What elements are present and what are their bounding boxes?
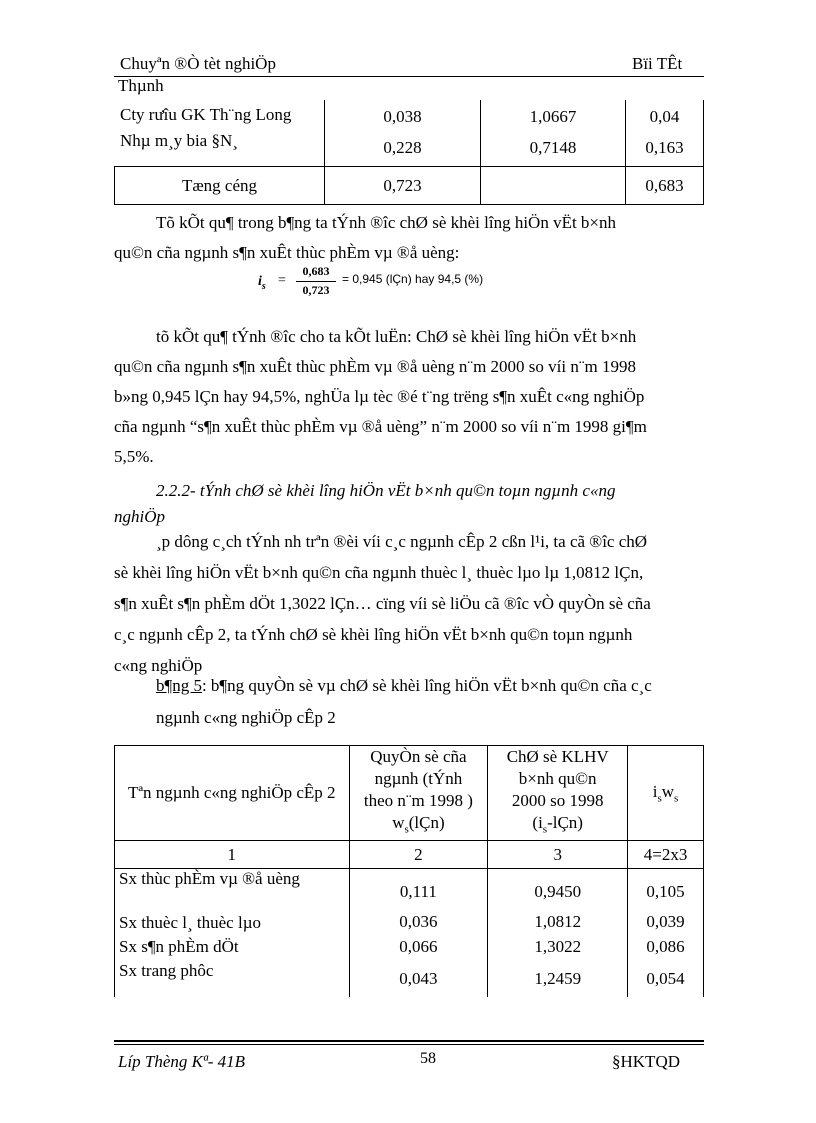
paragraph-2 xyxy=(114,322,720,472)
header-right: Bïi TÊt xyxy=(632,54,683,73)
table1-total-name: Tæng céng xyxy=(181,176,258,195)
paragraph-3-line-5: c«ng nghiÖp xyxy=(114,656,203,675)
table2-num-3: 3 xyxy=(488,841,628,869)
table2-header-weight-line-3: theo n¨m 1998 ) xyxy=(363,791,473,810)
table2-row2-w: 0,036 xyxy=(349,903,488,933)
paragraph-2-line-3: b»ng 0,945 lÇn hay 94,5%, nghÜa lµ tèc ®é t¨ng trëng s¶n xuÊt c«ng nghiÖp xyxy=(114,387,645,406)
table2-row2-i: 1,0812 xyxy=(488,903,628,933)
formula-numerator: 0,683 xyxy=(302,264,330,278)
table1-carry-line: Thµnh xyxy=(118,76,164,95)
table2-header-weight-line-4: $w_s(lÇn)$ xyxy=(392,813,445,836)
table2-header-name: Tªn ngµnh c«ng nghiÖp cÊp 2 xyxy=(115,746,350,841)
table2-header-index xyxy=(488,746,628,841)
table-caption-label: b¶ng 5 xyxy=(156,676,202,695)
formula-denominator: 0,723 xyxy=(302,283,330,297)
table2-header-weight-line-2: ngµnh (tÝnh xyxy=(374,769,463,788)
footer-rule-thin xyxy=(114,1044,704,1045)
paragraph-3-line-4: c¸c ngµnh cÊp 2, ta tÝnh chØ sè khèi lîng hiÖn vËt b×nh qu©n toµn ngµnh xyxy=(114,625,633,644)
table2-row2-name: Sx thuèc l¸ thuèc lµo xyxy=(115,903,350,933)
table2-row3-iw: 0,086 xyxy=(628,933,704,961)
table1-row1-col4: 0,04 xyxy=(649,107,680,126)
paragraph-3-line-2: sè khèi lîng hiÖn vËt b×nh qu©n cña ngµnh thuèc l¸ thuèc lµo lµ 1,0812 lÇn, xyxy=(114,563,644,582)
formula-variable: $i_s$ xyxy=(258,274,266,292)
table2-header-product: $i_sw_s$ xyxy=(628,746,704,841)
footer-right: §HKTQD xyxy=(612,1052,680,1071)
table2-header-index-line-4: $(i_s-lÇn)$ xyxy=(532,813,583,836)
table1-row1-col2: 0,038 xyxy=(383,107,422,126)
paragraph-1 xyxy=(114,208,720,268)
table2-header-weight-line-1: QuyÒn sè cña xyxy=(370,747,467,766)
section-heading xyxy=(114,478,720,530)
table2-row1-iw: 0,105 xyxy=(628,869,704,903)
table1-total-col2: 0,723 xyxy=(383,176,422,195)
formula xyxy=(258,264,558,304)
table2-header-row xyxy=(115,746,704,841)
formula-equals: = xyxy=(278,273,286,288)
formula-result: = 0,945 (lÇn) hay 94,5 (%) xyxy=(342,272,484,286)
table2-row3-w: 0,066 xyxy=(349,933,488,961)
paragraph-1-line-1: Tõ kÕt qu¶ trong b¶ng ta tÝnh ®îc chØ sè khèi lîng hiÖn vËt b×nh xyxy=(156,213,617,232)
paragraph-2-line-1: tõ kÕt qu¶ tÝnh ®îc cho ta kÕt luËn: ChØ sè khèi lîng hiÖn vËt b×nh xyxy=(156,327,637,346)
table2-header-index-line-1: ChØ sè KLHV xyxy=(506,747,609,766)
table2-num-1: 1 xyxy=(115,841,350,869)
table1-row2-col3: 0,7148 xyxy=(529,138,577,157)
table2-header-weight xyxy=(349,746,488,841)
table-caption xyxy=(114,670,720,734)
table1-row1-col3: 1,0667 xyxy=(529,107,577,126)
paragraph-2-line-5: 5,5%. xyxy=(114,447,154,466)
table2-row xyxy=(115,961,704,997)
table2-row1-name: Sx thùc phÈm vµ ®å uèng xyxy=(115,869,350,903)
table2-header-index-line-3: 2000 so 1998 xyxy=(511,791,604,810)
table1-row2-col2: 0,228 xyxy=(383,138,422,157)
header-rule xyxy=(114,76,704,77)
table1-bottom-rule xyxy=(114,204,704,205)
table2-row4-name: Sx trang phôc xyxy=(115,961,350,997)
footer-rule-thick xyxy=(114,1040,704,1042)
paragraph-2-line-2: qu©n cña ngµnh s¶n xuÊt thùc phÈm vµ ®å uèng n¨m 2000 so víi n¨m 1998 xyxy=(114,357,636,376)
table2 xyxy=(114,745,704,997)
table-caption-line-2: ngµnh c«ng nghiÖp cÊp 2 xyxy=(156,708,336,727)
table1-total-col4: 0,683 xyxy=(645,176,684,195)
table2-row2-iw: 0,039 xyxy=(628,903,704,933)
table1-row2-name: Nhµ m¸y bia §N¸ xyxy=(120,131,238,150)
table2-row xyxy=(115,933,704,961)
table2-row4-w: 0,043 xyxy=(349,961,488,997)
table2-row1-w: 0,111 xyxy=(349,869,488,903)
table2-numbering-row xyxy=(115,841,704,869)
section-heading-line-1: 2.2.2- tÝnh chØ sè khèi lîng hiÖn vËt b×nh qu©n toµn ngµnh c«ng xyxy=(156,481,616,500)
table2-row4-i: 1,2459 xyxy=(488,961,628,997)
section-heading-line-2: nghiÖp xyxy=(114,507,165,526)
table2-num-2: 2 xyxy=(349,841,488,869)
header-left: Chuyªn ®Ò tèt nghiÖp xyxy=(120,54,276,73)
table2-row1-i: 0,9450 xyxy=(488,869,628,903)
table2-row3-i: 1,3022 xyxy=(488,933,628,961)
footer-left: Líp Thèng Kª- 41B xyxy=(118,1052,246,1071)
table2-header-index-line-2: b×nh qu©n xyxy=(518,769,597,788)
table1-vline-4 xyxy=(703,100,704,204)
table2-row xyxy=(115,903,704,933)
paragraph-1-line-2: qu©n cña ngµnh s¶n xuÊt thùc phÈm vµ ®å uèng: xyxy=(114,243,460,262)
table2-row4-iw: 0,054 xyxy=(628,961,704,997)
page-number: 58 xyxy=(420,1050,436,1067)
paragraph-2-line-4: cña ngµnh “s¶n xuÊt thùc phÈm vµ ®å uèng” n¨m 2000 so víi n¨m 1998 gi¶m xyxy=(114,417,647,436)
table1-total-top-rule xyxy=(114,166,704,167)
table1-row1-name: Cty rưîu GK Th¨ng Long xyxy=(120,105,292,124)
table2-row3-name: Sx s¶n phÈm dÖt xyxy=(115,933,350,961)
table2-num-4: 4=2x3 xyxy=(628,841,704,869)
formula-fraction-bar xyxy=(296,281,336,282)
table2-row xyxy=(115,869,704,903)
paragraph-3 xyxy=(114,526,720,681)
paragraph-3-line-1: ¸p dông c¸ch tÝnh nh trªn ®èi víi c¸c ngµnh cÊp 2 cßn l¹i, ta cã ®îc chØ xyxy=(156,532,648,551)
table-caption-text: : b¶ng quyÒn sè vµ chØ sè khèi lîng hiÖn vËt b×nh qu©n cña c¸c xyxy=(201,676,652,695)
paragraph-3-line-3: s¶n xuÊt s¶n phÈm dÖt 1,3022 lÇn… cïng víi sè liÖu cã ®îc vÒ quyÒn sè cña xyxy=(114,594,651,613)
table1-row2-col4: 0,163 xyxy=(645,138,684,157)
